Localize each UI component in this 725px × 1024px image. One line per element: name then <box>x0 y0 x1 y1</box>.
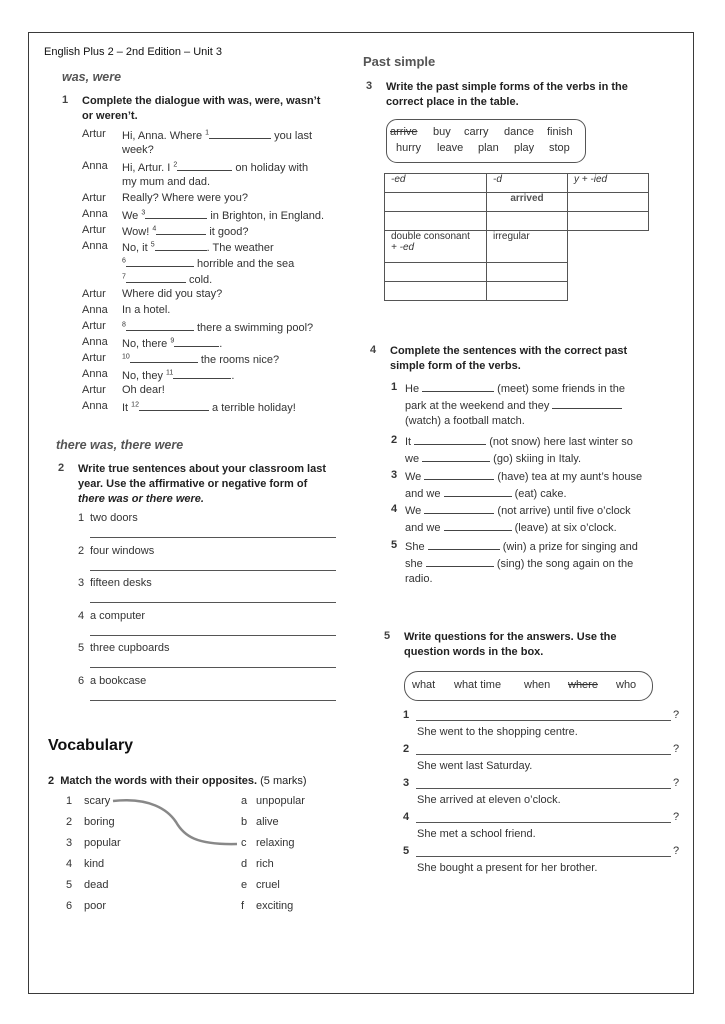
sentence-text: we <box>405 453 423 465</box>
answer-blank[interactable] <box>426 556 494 567</box>
verb-table <box>384 173 649 301</box>
item-prompt: three cupboards <box>90 642 170 654</box>
question-word: when <box>524 679 551 691</box>
dialogue-speaker: Artur <box>82 128 106 140</box>
dialogue-speaker: Anna <box>82 160 108 172</box>
gap-number: 6 <box>122 257 126 265</box>
answer-blank[interactable] <box>424 503 494 514</box>
right-word: relaxing <box>256 837 295 849</box>
gap-number: 12 <box>131 401 139 409</box>
verb-word: finish <box>547 126 573 138</box>
right-word: cruel <box>256 879 280 891</box>
sentence-text: (leave) at six o’clock. <box>511 522 617 534</box>
exercise-1-number: 1 <box>62 94 69 106</box>
question-number: 2 <box>403 743 410 755</box>
dialogue-line: Where did you stay? <box>122 288 223 300</box>
answer-blank[interactable] <box>444 486 512 497</box>
sentence-number: 5 <box>391 539 398 551</box>
left-word: dead <box>84 879 109 891</box>
verb-word: dance <box>504 126 534 138</box>
left-word: boring <box>84 816 115 828</box>
answer-text: She arrived at eleven o’clock. <box>417 794 561 806</box>
item-number: 1 <box>78 512 85 524</box>
dialogue-speaker: Anna <box>82 400 108 412</box>
answer-blank[interactable] <box>414 434 486 445</box>
dialogue-text-before: Hi, Artur. I <box>122 162 174 174</box>
sentence-line <box>405 520 617 534</box>
sentence-line <box>405 451 581 465</box>
table-cell[interactable] <box>487 263 568 282</box>
dialogue-text-before: No, it <box>122 242 151 254</box>
answer-blank[interactable] <box>422 381 494 392</box>
dialogue-line: Oh dear! <box>122 384 165 396</box>
sentence-line <box>405 381 625 395</box>
gap-number: 3 <box>141 209 146 217</box>
section-title-was-were: was, were <box>62 70 122 84</box>
sentence-text: (have) tea at my aunt’s house <box>494 471 643 483</box>
dialogue-text-before: No, they <box>122 370 167 382</box>
left-number: 6 <box>66 900 73 912</box>
exercise-2-number: 2 <box>58 462 65 474</box>
answer-text: She went to the shopping centre. <box>417 726 578 738</box>
verb-word: hurry <box>396 142 422 154</box>
left-number: 3 <box>66 837 73 849</box>
left-word: scary <box>84 795 111 807</box>
question-answer-line[interactable] <box>416 788 671 789</box>
sentence-text: (not arrive) until five o’clock <box>494 505 631 517</box>
dialogue-text-after: . <box>231 370 235 382</box>
gap-number: 11 <box>166 369 174 377</box>
table-cell[interactable] <box>568 212 649 231</box>
table-cell[interactable] <box>385 282 487 301</box>
verb-word: arrive <box>390 126 418 138</box>
item-number: 5 <box>78 642 85 654</box>
sentence-number: 3 <box>391 469 398 481</box>
table-header-d: -d <box>487 174 568 193</box>
question-mark: ? <box>673 743 680 755</box>
question-number: 3 <box>403 777 410 789</box>
right-letter: b <box>241 816 248 828</box>
question-mark: ? <box>673 709 680 721</box>
exercise-4-number: 4 <box>370 344 377 356</box>
right-letter: a <box>241 795 248 807</box>
item-number: 2 <box>78 544 85 557</box>
question-word: what time <box>454 679 502 691</box>
gap-number: 8 <box>122 321 126 329</box>
exercise-3-instruction: Write the past simple forms of the verbs in the correct place in the table. <box>386 81 628 108</box>
dialogue-text-before: Hi, Anna. Where <box>122 130 206 142</box>
item-prompt: fifteen desks <box>90 577 152 589</box>
right-letter: c <box>241 837 247 849</box>
page-header: English Plus 2 – 2nd Edition – Unit 3 <box>44 46 222 58</box>
vocab-instruction: 2 Match the words with their opposites. (5 marks) <box>48 775 307 787</box>
answer-text: She bought a present for her brother. <box>417 862 598 874</box>
dialogue-speaker: Artur <box>82 320 106 332</box>
sentence-line: radio. <box>405 573 433 585</box>
dialogue-speaker: Artur <box>82 288 106 300</box>
answer-text: She went last Saturday. <box>417 760 533 772</box>
table-header-ied: y + -ied <box>568 174 649 193</box>
exercise-2-instruction: Write true sentences about your classroom last year. Use the affirmative or negative form of there was or there were. <box>78 463 326 505</box>
table-cell[interactable] <box>385 263 487 282</box>
dialogue-speaker: Anna <box>82 368 108 380</box>
item-prompt: two doors <box>90 512 138 524</box>
sentence-number: 2 <box>391 434 398 446</box>
table-cell[interactable] <box>385 212 487 231</box>
question-answer-line[interactable] <box>416 822 671 823</box>
dialogue-line-continued: week? <box>122 144 154 156</box>
sentence-line <box>405 539 638 553</box>
gap-number: 2 <box>173 161 178 169</box>
sentence-text: she <box>405 558 426 570</box>
sentence-text: He <box>405 383 423 395</box>
gap-number: 10 <box>122 353 130 361</box>
gap-number: 1 <box>205 129 210 137</box>
dialogue-text-after: you last <box>271 130 313 142</box>
answer-blank[interactable] <box>428 539 500 550</box>
item-prompt: a computer <box>90 609 146 622</box>
dialogue-text-after: . <box>219 338 223 350</box>
question-answer-line[interactable] <box>416 720 671 721</box>
question-mark: ? <box>673 811 680 823</box>
dialogue-text-before: Wow! <box>122 226 153 238</box>
answer-text: She met a school friend. <box>417 828 536 840</box>
table-cell[interactable] <box>568 193 649 212</box>
gap-number: 7 <box>122 273 126 281</box>
dialogue-text-after: it good? <box>206 226 249 238</box>
dialogue-text-after: . The weather <box>206 242 274 254</box>
verb-word: plan <box>478 142 499 154</box>
right-letter: f <box>241 900 245 912</box>
sentence-text: (not snow) here last winter so <box>486 436 633 448</box>
right-letter: d <box>241 858 248 870</box>
question-number: 4 <box>403 811 410 823</box>
dialogue-line: Really? Where were you? <box>122 192 248 204</box>
verb-word: carry <box>464 126 489 138</box>
question-answer-line[interactable] <box>416 856 671 857</box>
sentence-line <box>405 503 631 517</box>
dialogue-speaker: Artur <box>82 192 106 204</box>
sentence-line <box>405 556 633 570</box>
dialogue-text-after: in Brighton, in England. <box>207 210 325 222</box>
sentence-text: We <box>405 471 425 483</box>
section-title-there-was: there was, there were <box>56 438 184 452</box>
sentence-text: We <box>405 505 425 517</box>
item-number: 6 <box>78 674 85 687</box>
exercise-5-instruction: Write questions for the answers. Use the question words in the box. <box>404 631 617 658</box>
gap-number: 4 <box>152 225 157 233</box>
answer-blank[interactable] <box>424 469 494 480</box>
sentence-number: 4 <box>391 503 398 515</box>
dialogue-speaker: Anna <box>82 240 108 252</box>
right-word: exciting <box>256 900 294 912</box>
sentence-text: and we <box>405 522 444 534</box>
section-title-past-simple: Past simple <box>363 54 436 69</box>
verb-word: stop <box>549 142 570 154</box>
dialogue-speaker: Artur <box>82 384 106 396</box>
dialogue-text-after: there a swimming pool? <box>193 322 314 334</box>
dialogue-speaker: Artur <box>82 352 106 364</box>
dialogue-text-before: It <box>122 402 132 414</box>
vocabulary-title: Vocabulary <box>48 737 134 754</box>
question-number: 5 <box>403 845 410 857</box>
exercise-5-number: 5 <box>384 630 391 642</box>
question-word: what <box>412 679 436 691</box>
left-word: poor <box>84 900 107 912</box>
sentence-text: She <box>405 541 428 553</box>
answer-blank[interactable] <box>444 520 512 531</box>
left-number: 1 <box>66 795 73 807</box>
left-number: 2 <box>66 816 73 828</box>
verb-word: play <box>514 142 535 154</box>
question-number: 1 <box>403 709 410 721</box>
item-number: 4 <box>78 609 85 622</box>
right-word: unpopular <box>256 795 305 807</box>
dialogue-text-after: cold. <box>185 274 213 286</box>
table-cell[interactable] <box>385 193 487 212</box>
sentence-line <box>405 398 622 412</box>
verb-word: buy <box>433 126 451 138</box>
exercise-1-instruction: Complete the dialogue with was, were, wasn’t or weren’t. <box>82 95 321 122</box>
table-header-ed: -ed <box>385 174 487 193</box>
exercise-4-instruction: Complete the sentences with the correct past simple form of the verbs. <box>390 345 628 372</box>
table-cell[interactable] <box>487 282 568 301</box>
dialogue-text-after: on holiday with <box>232 162 309 174</box>
verb-word: leave <box>437 142 464 154</box>
sentence-text: (sing) the song again on the <box>493 558 634 570</box>
dialogue-speaker: Anna <box>82 336 108 348</box>
dialogue-speaker: Anna <box>82 208 108 220</box>
left-number: 4 <box>66 858 73 870</box>
answer-blank[interactable] <box>552 398 622 409</box>
left-number: 5 <box>66 879 73 891</box>
sentence-text: (meet) some friends in the <box>494 383 625 395</box>
table-cell[interactable] <box>487 212 568 231</box>
sentence-line <box>405 434 633 448</box>
right-word: rich <box>256 858 274 870</box>
right-letter: e <box>241 879 248 891</box>
question-mark: ? <box>673 777 680 789</box>
sentence-number: 1 <box>391 381 398 393</box>
sentence-text: and we <box>405 488 444 500</box>
sentence-text: park at the weekend and they <box>405 400 553 412</box>
sentence-line <box>405 469 642 483</box>
table-header-double-consonant: double consonant + -ed <box>385 231 487 263</box>
sentence-text: It <box>405 436 415 448</box>
question-word: who <box>616 679 637 691</box>
sentence-text: (eat) cake. <box>511 488 567 500</box>
left-word: kind <box>84 858 105 870</box>
item-prompt: four windows <box>90 544 155 557</box>
right-word: alive <box>256 816 279 828</box>
item-number: 3 <box>78 577 85 589</box>
answer-blank[interactable] <box>422 451 490 462</box>
sentence-text: (win) a prize for singing and <box>499 541 638 553</box>
question-mark: ? <box>673 845 680 857</box>
table-example-cell: arrived <box>487 193 568 212</box>
dialogue-text-after: the rooms nice? <box>197 354 280 366</box>
sentence-text: (go) skiing in Italy. <box>490 453 582 465</box>
left-word: popular <box>84 837 121 849</box>
gap-number: 5 <box>150 241 155 249</box>
table-header-irregular: irregular <box>487 231 568 263</box>
gap-number: 9 <box>170 337 175 345</box>
dialogue-speaker: Artur <box>82 224 106 236</box>
item-prompt: a bookcase <box>90 674 147 687</box>
question-word: where <box>568 679 598 691</box>
sentence-line: (watch) a football match. <box>405 415 525 427</box>
sentence-line <box>405 486 567 500</box>
dialogue-text-after: a terrible holiday! <box>208 402 296 414</box>
dialogue-text-before: No, there <box>122 338 171 350</box>
dialogue-line: In a hotel. <box>122 304 171 316</box>
dialogue-speaker: Anna <box>82 304 108 316</box>
question-answer-line[interactable] <box>416 754 671 755</box>
dialogue-text-before: We <box>122 210 142 222</box>
dialogue-line-continued: my mum and dad. <box>122 176 211 188</box>
exercise-3-number: 3 <box>366 80 373 92</box>
dialogue-text-after: horrible and the sea <box>193 258 295 270</box>
